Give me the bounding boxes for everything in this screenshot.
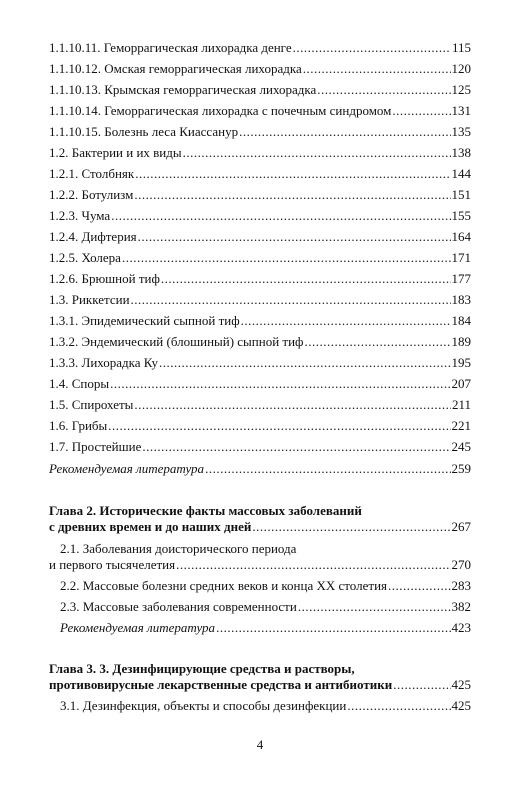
- entry-title: 1.7. Простейшие: [49, 439, 142, 454]
- entry-page: 164: [451, 229, 471, 244]
- entry-title: 1.3. Риккетсии: [49, 292, 130, 307]
- leader-dots: [216, 620, 450, 636]
- leader-dots: [135, 166, 450, 182]
- entry-page: 151: [451, 187, 471, 202]
- entry-page: 221: [451, 418, 471, 433]
- entry-title: 2.3. Массовые заболевания современности: [60, 599, 297, 614]
- entry-page: 425: [451, 698, 471, 713]
- entry-page: 184: [451, 313, 471, 328]
- chapter2-title-line1: Глава 2. Исторические факты массовых заболеваний: [49, 503, 362, 518]
- toc-entry-line1: [60, 541, 471, 557]
- toc-entry: [49, 40, 471, 56]
- entry-page: 125: [451, 82, 471, 97]
- entry-title: 1.3.2. Эндемический (блошиный) сыпной тиф: [49, 334, 304, 349]
- leader-dots: [183, 145, 451, 161]
- leader-dots: [111, 208, 450, 224]
- leader-dots: [298, 599, 451, 615]
- entry-title: 1.2.2. Ботулизм: [49, 187, 134, 202]
- toc-entry: [49, 82, 471, 98]
- leader-dots: [134, 397, 451, 413]
- toc-entry: [49, 187, 471, 203]
- entry-page: 207: [451, 376, 471, 391]
- entry-title: 1.4. Споры: [49, 376, 110, 391]
- entry-title: 1.5. Спирохеты: [49, 397, 134, 412]
- toc-entry: [49, 376, 471, 392]
- leader-dots: [110, 376, 450, 392]
- entry-page: 144: [451, 166, 471, 181]
- entry-page: 245: [451, 439, 471, 454]
- chapter3-title-line1: Глава 3. 3. Дезинфицирующие средства и растворы,: [49, 661, 355, 676]
- toc-entry: [49, 166, 471, 182]
- toc-entry: [49, 103, 471, 119]
- toc-entry: [49, 208, 471, 224]
- page-number: 4: [256, 737, 264, 752]
- toc-entry: [49, 250, 471, 266]
- toc-entry: [49, 292, 471, 308]
- toc-entry: [60, 698, 471, 714]
- leader-dots: [176, 557, 450, 573]
- entry-title: 1.1.10.15. Болезнь леса Киассанур: [49, 124, 239, 139]
- leader-dots: [159, 355, 451, 371]
- leader-dots: [317, 82, 450, 98]
- leader-dots: [205, 461, 450, 477]
- entry-page: 195: [451, 355, 471, 370]
- toc-entry: [60, 578, 471, 594]
- entry-title: 1.2.6. Брюшной тиф: [49, 271, 160, 286]
- entry-title: 1.6. Грибы: [49, 418, 108, 433]
- entry-title: 1.2.4. Дифтерия: [49, 229, 137, 244]
- entry-title: 1.1.10.14. Геморрагическая лихорадка с почечным синдромом: [49, 103, 392, 118]
- entry-page: 283: [451, 578, 471, 593]
- entry-title: 2.1. Заболевания доисторического периода: [60, 541, 297, 556]
- leader-dots: [304, 334, 450, 350]
- toc-entry: [49, 355, 471, 371]
- toc-entry: [49, 61, 471, 77]
- entry-page: 259: [451, 461, 471, 476]
- toc-entry: [49, 271, 471, 287]
- toc-entry: [49, 334, 471, 350]
- entry-title: 1.2.3. Чума: [49, 208, 111, 223]
- toc-entry: [49, 124, 471, 140]
- leader-dots: [293, 40, 451, 56]
- toc-entry: [49, 397, 471, 413]
- entry-title: 1.3.3. Лихорадка Ку: [49, 355, 158, 370]
- entry-page: 138: [451, 145, 471, 160]
- entry-title: 1.1.10.11. Геморрагическая лихорадка денге: [49, 40, 292, 55]
- leader-dots: [241, 313, 451, 329]
- leader-dots: [252, 519, 450, 535]
- toc-entry: [49, 145, 471, 161]
- leader-dots: [347, 698, 450, 714]
- toc-entry: [49, 439, 471, 455]
- leader-dots: [131, 292, 451, 308]
- entry-title: 1.2.1. Столбняк: [49, 166, 135, 181]
- leader-dots: [134, 187, 450, 203]
- entry-page: 189: [451, 334, 471, 349]
- leader-dots: [108, 418, 450, 434]
- entry-title: 1.2. Бактерии и их виды: [49, 145, 182, 160]
- chapter2-title-line2: с древних времен и до наших дней: [49, 519, 252, 534]
- toc-entry-literature: [60, 620, 471, 636]
- entry-page: 270: [451, 557, 471, 572]
- entry-page: 155: [451, 208, 471, 223]
- toc-entry: [60, 599, 471, 615]
- leader-dots: [393, 677, 450, 693]
- toc-entry: [49, 418, 471, 434]
- entry-page: 131: [451, 103, 471, 118]
- leader-dots: [239, 124, 450, 140]
- chapter3-title: [49, 677, 471, 693]
- entry-page: 267: [451, 519, 471, 534]
- leader-dots: [161, 271, 451, 287]
- leader-dots: [388, 578, 451, 594]
- entry-title: и первого тысячелетия: [49, 557, 176, 572]
- leader-dots: [142, 439, 450, 455]
- chapter3-title-line2: противовирусные лекарственные средства и антибиотики: [49, 677, 393, 692]
- entry-title: 1.1.10.13. Крымская геморрагическая лихорадка: [49, 82, 317, 97]
- entry-page: 183: [451, 292, 471, 307]
- entry-page: 423: [451, 620, 471, 635]
- leader-dots: [122, 250, 451, 266]
- entry-page: 171: [451, 250, 471, 265]
- toc-entry: [49, 557, 471, 573]
- entry-title: 1.1.10.12. Омская геморрагическая лихорадка: [49, 61, 302, 76]
- toc-entry-literature: [49, 461, 471, 477]
- entry-page: 382: [451, 599, 471, 614]
- entry-title: Рекомендуемая литература: [49, 461, 205, 476]
- toc-entry: [49, 313, 471, 329]
- entry-title: 1.2.5. Холера: [49, 250, 121, 265]
- entry-page: 425: [451, 677, 471, 692]
- entry-page: 120: [451, 61, 471, 76]
- entry-title: 1.3.1. Эпидемический сыпной тиф: [49, 313, 240, 328]
- toc-entry: [49, 229, 471, 245]
- entry-title: 2.2. Массовые болезни средних веков и конца XX столетия: [60, 578, 387, 593]
- leader-dots: [392, 103, 450, 119]
- entry-title: Рекомендуемая литература: [60, 620, 216, 635]
- entry-page: 211: [451, 397, 471, 412]
- chapter2-title: [49, 519, 471, 535]
- entry-page: 135: [451, 124, 471, 139]
- entry-page: 177: [451, 271, 471, 286]
- leader-dots: [303, 61, 451, 77]
- entry-title: 3.1. Дезинфекция, объекты и способы дезинфекции: [60, 698, 347, 713]
- leader-dots: [138, 229, 451, 245]
- entry-page: 115: [451, 40, 471, 55]
